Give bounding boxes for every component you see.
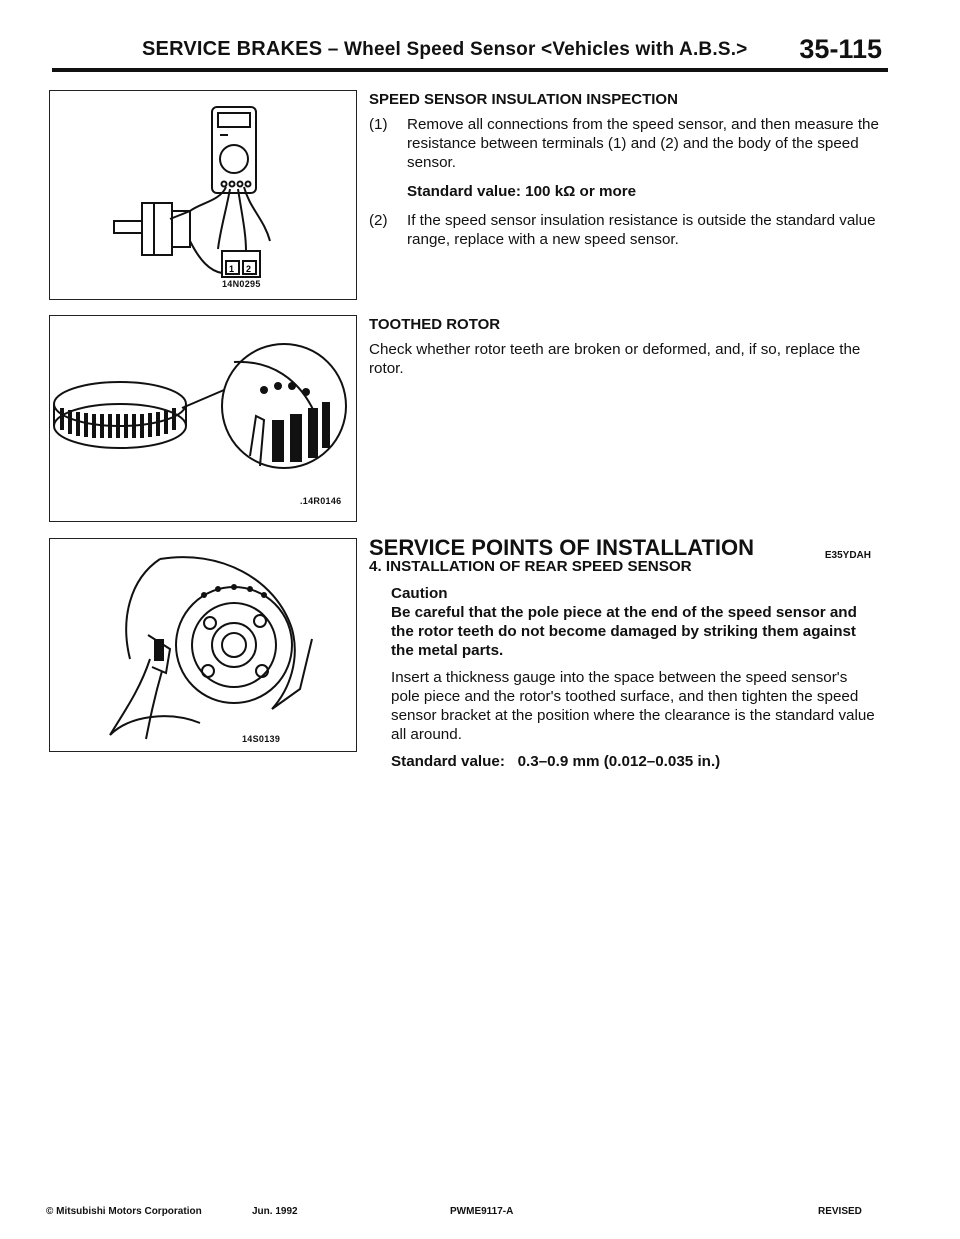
footer-date: Jun. 1992: [252, 1206, 298, 1217]
section-title: SPEED SENSOR INSULATION INSPECTION: [369, 91, 678, 108]
header-dash: –: [327, 39, 339, 60]
ohmmeter-diagram: [50, 91, 356, 299]
item-number: (2): [369, 212, 388, 229]
section-toothed-rotor: [369, 315, 879, 378]
header-section: SERVICE BRAKES: [142, 38, 323, 60]
list-item: [369, 211, 879, 249]
footer-copyright: © Mitsubishi Motors Corporation: [46, 1206, 202, 1217]
section-title-text: SERVICE POINTS OF INSTALLATION: [369, 535, 755, 560]
procedure-text: Insert a thickness gauge into the space between the speed sensor's pole piece and the rotor's toothed surface, and then tighten the speed sensor bracket at the position where the clearance is the standard value all around.: [391, 669, 875, 743]
figure-code: 14S0139: [242, 734, 281, 744]
figure-rear-hub: [49, 538, 357, 752]
footer-code: PWME9117-A: [450, 1206, 514, 1217]
hub-diagram: [50, 539, 356, 751]
header-title: [142, 38, 747, 61]
section-insulation-inspection: [369, 90, 879, 255]
item-text: Remove all connections from the speed sensor, and then measure the resistance between terminals (1) and (2) and the body of the speed sensor.: [407, 116, 879, 171]
section-subtitle: 4. INSTALLATION OF REAR SPEED SENSOR: [369, 558, 692, 575]
footer-status: REVISED: [818, 1206, 862, 1217]
figure-toothed-rotor: [49, 315, 357, 522]
page-header: [52, 30, 888, 72]
item-number: (1): [369, 116, 388, 133]
figure-code: 14N0295: [222, 279, 261, 289]
figure-insulation-test: [49, 90, 357, 300]
svg-text:1: 1: [229, 264, 235, 274]
svg-text:2: 2: [246, 264, 252, 274]
item-text: If the speed sensor insulation resistance is outside the standard value range, replace with a new speed sensor.: [407, 212, 876, 248]
header-subsection: Wheel Speed Sensor <Vehicles with A.B.S.>: [344, 39, 748, 60]
standard-value: Standard value: 0.3–0.9 mm (0.012–0.035 in.): [391, 753, 721, 770]
section-text: Check whether rotor teeth are broken or deformed, and, if so, replace the rotor.: [369, 341, 861, 377]
header-rule: [52, 68, 888, 72]
section-code: E35YDAH: [824, 550, 871, 561]
caution-block: [369, 584, 879, 771]
caution-text: Be careful that the pole piece at the end of the speed sensor and the rotor teeth do not become damaged by striking them against the metal parts.: [391, 604, 857, 659]
section-title: TOOTHED ROTOR: [369, 316, 501, 333]
caution-label: Caution: [391, 585, 448, 602]
figure-code: .14R0146: [300, 496, 342, 506]
standard-value: Standard value: 100 kΩ or more: [407, 183, 637, 200]
section-service-points: [369, 535, 879, 771]
rotor-diagram: [50, 316, 356, 521]
section-title: [369, 535, 879, 561]
page-number: 35-115: [799, 34, 882, 64]
list-item: [369, 115, 879, 172]
